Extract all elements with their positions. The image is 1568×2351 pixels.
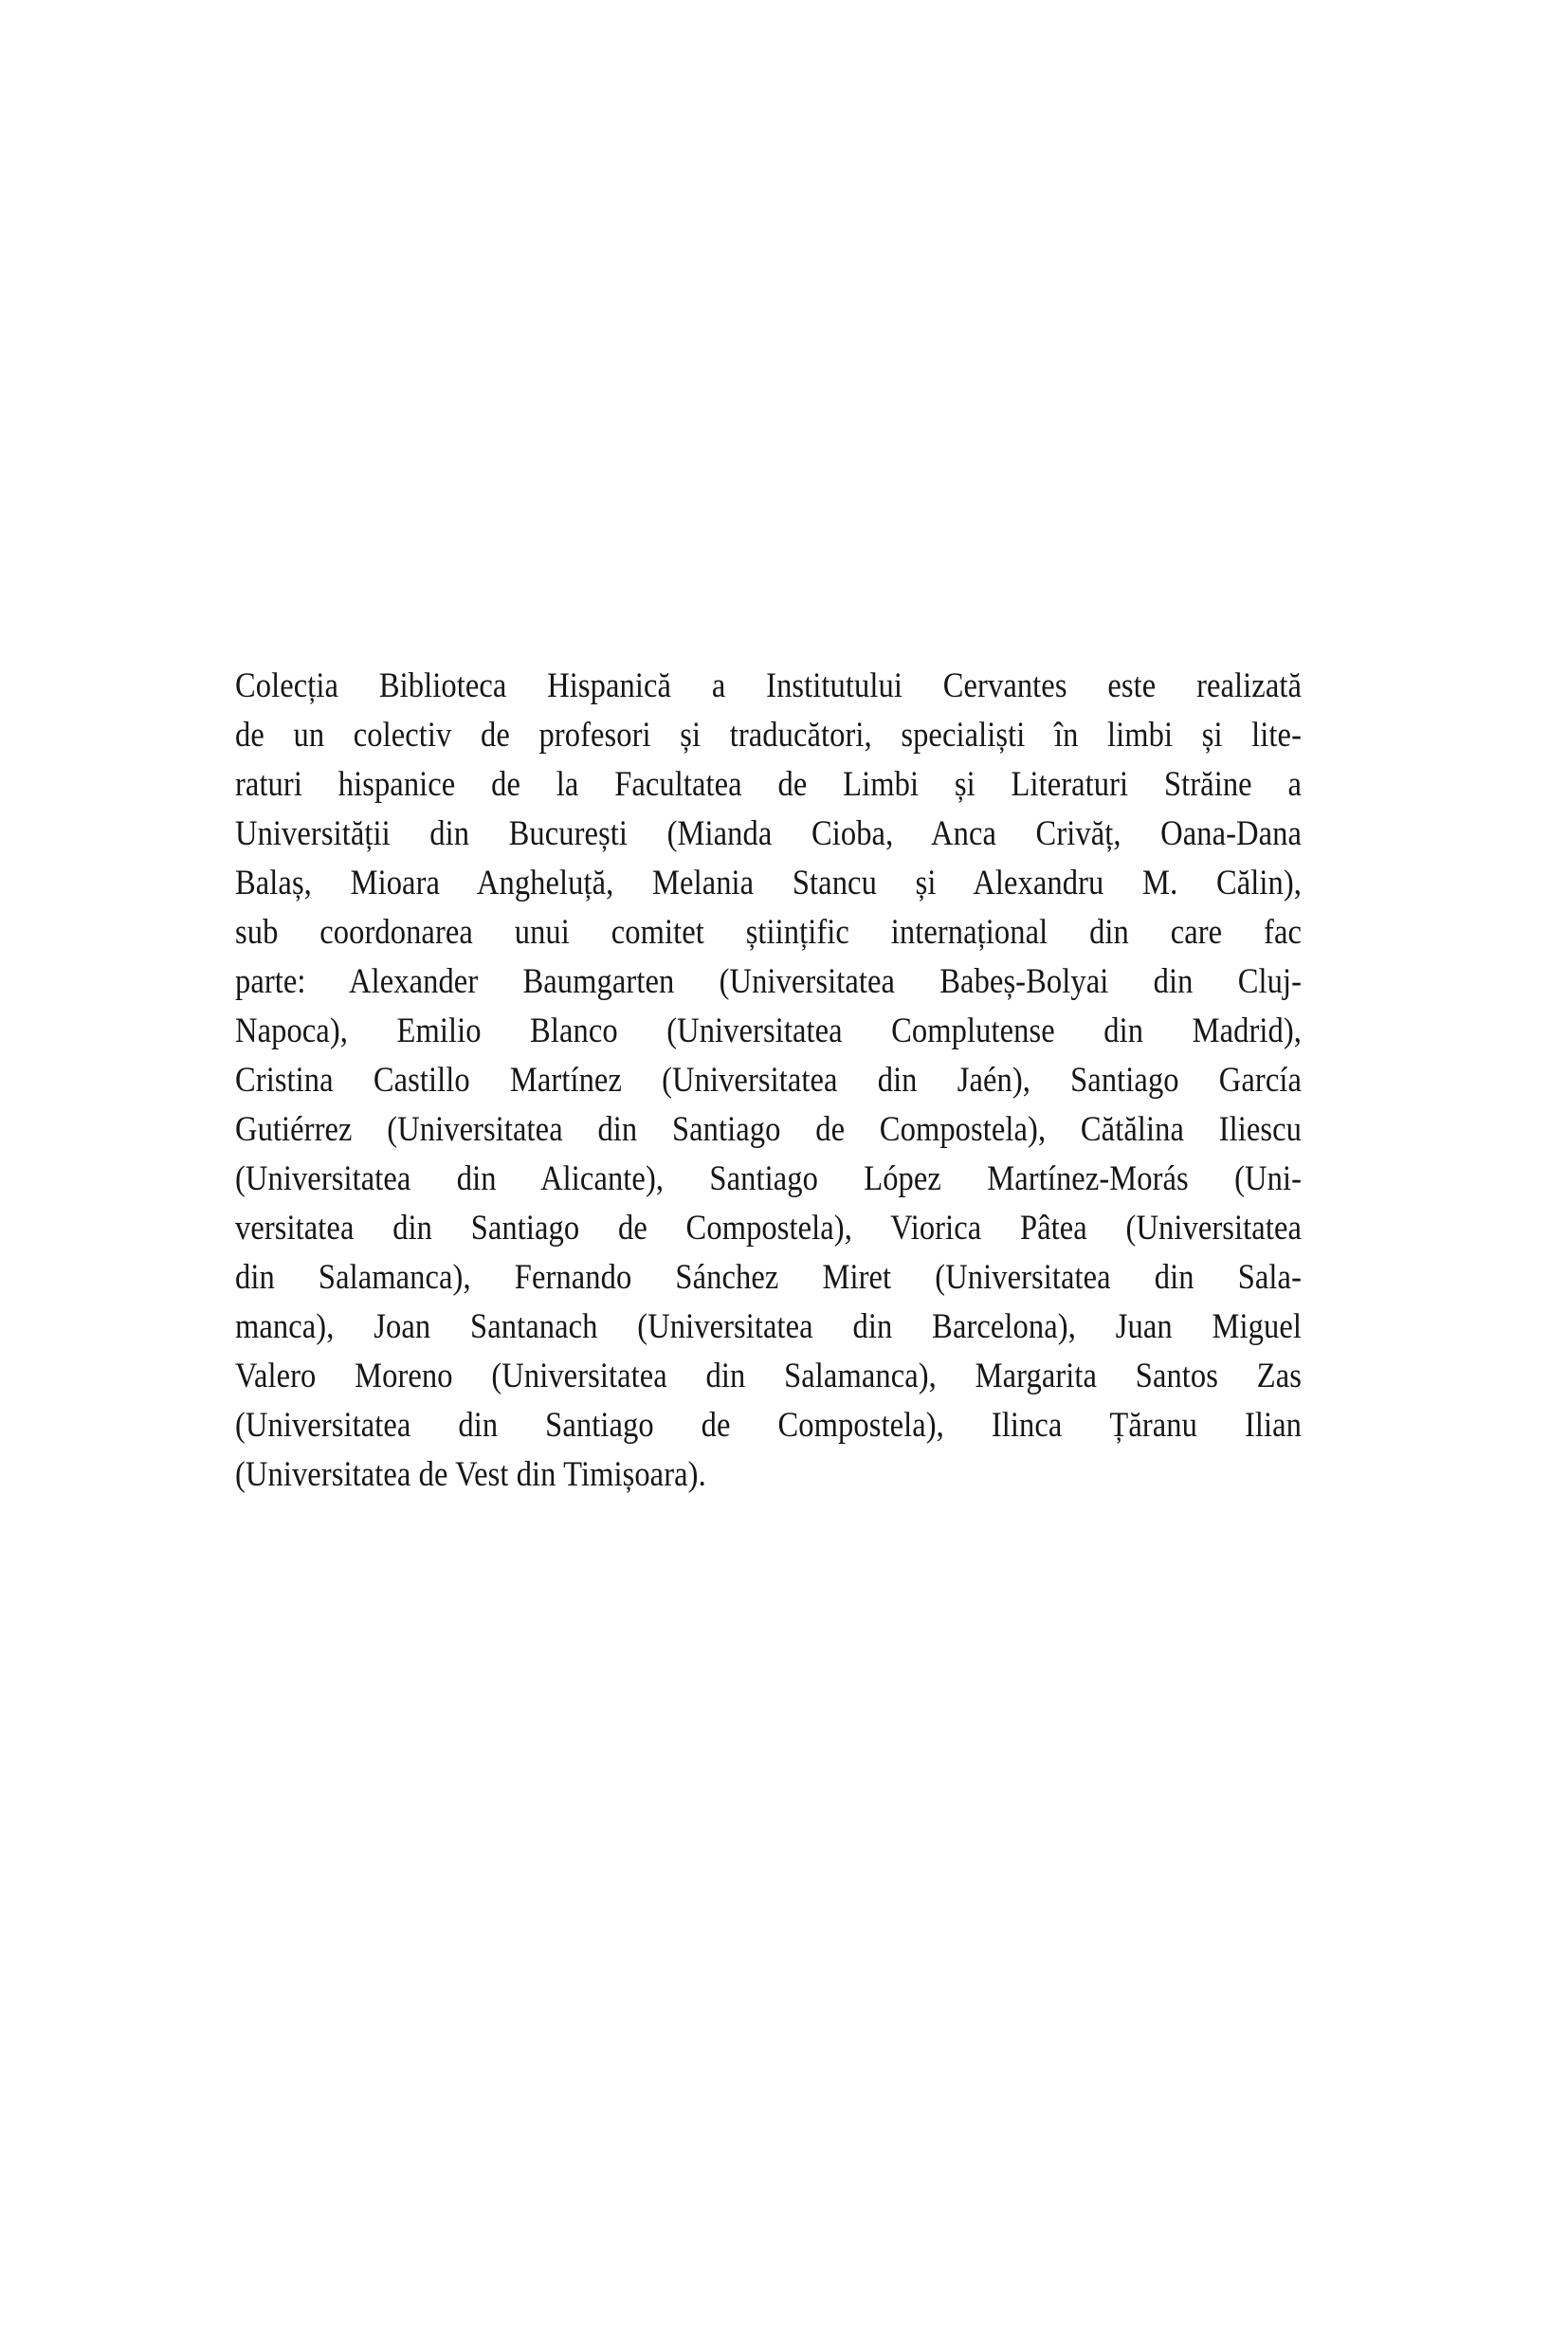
text-line: (Universitatea din Alicante), Santiago López Martínez-Morás (Uni- (235, 1159, 1302, 1198)
text-line: (Universitatea de Vest din Timișoara). (235, 1455, 706, 1494)
text-line: raturi hispanice de la Facultatea de Limbi și Literaturi Străine a (235, 765, 1302, 804)
text-line: (Universitatea din Santiago de Compostela), Ilinca Țăranu Ilian (235, 1406, 1302, 1445)
text-line: din Salamanca), Fernando Sánchez Miret (Universitatea din Sala- (235, 1258, 1302, 1297)
text-line: Cristina Castillo Martínez (Universitatea din Jaén), Santiago García (235, 1061, 1302, 1100)
text-line: sub coordonarea unui comitet științific internațional din care fac (235, 913, 1302, 952)
text-line: parte: Alexander Baumgarten (Universitatea Babeș-Bolyai din Cluj- (235, 962, 1302, 1001)
text-line: Napoca), Emilio Blanco (Universitatea Complutense din Madrid), (235, 1011, 1302, 1050)
text-line: Gutiérrez (Universitatea din Santiago de Compostela), Cătălina Iliescu (235, 1110, 1302, 1149)
text-line: Colecția Biblioteca Hispanică a Institutului Cervantes este realizată (235, 666, 1302, 705)
text-line: versitatea din Santiago de Compostela), Viorica Pâtea (Universitatea (235, 1209, 1302, 1248)
text-line: Valero Moreno (Universitatea din Salamanca), Margarita Santos Zas (235, 1357, 1302, 1395)
colophon-paragraph (235, 662, 1302, 1500)
text-line: manca), Joan Santanach (Universitatea din Barcelona), Juan Miguel (235, 1307, 1302, 1346)
text-line: Universității din București (Mianda Cioba, Anca Crivăț, Oana-Dana (235, 814, 1302, 853)
text-line: de un colectiv de profesori și traducători, specialiști în limbi și lite- (235, 716, 1302, 755)
text-line: Balaș, Mioara Angheluță, Melania Stancu și Alexandru M. Călin), (235, 864, 1302, 902)
